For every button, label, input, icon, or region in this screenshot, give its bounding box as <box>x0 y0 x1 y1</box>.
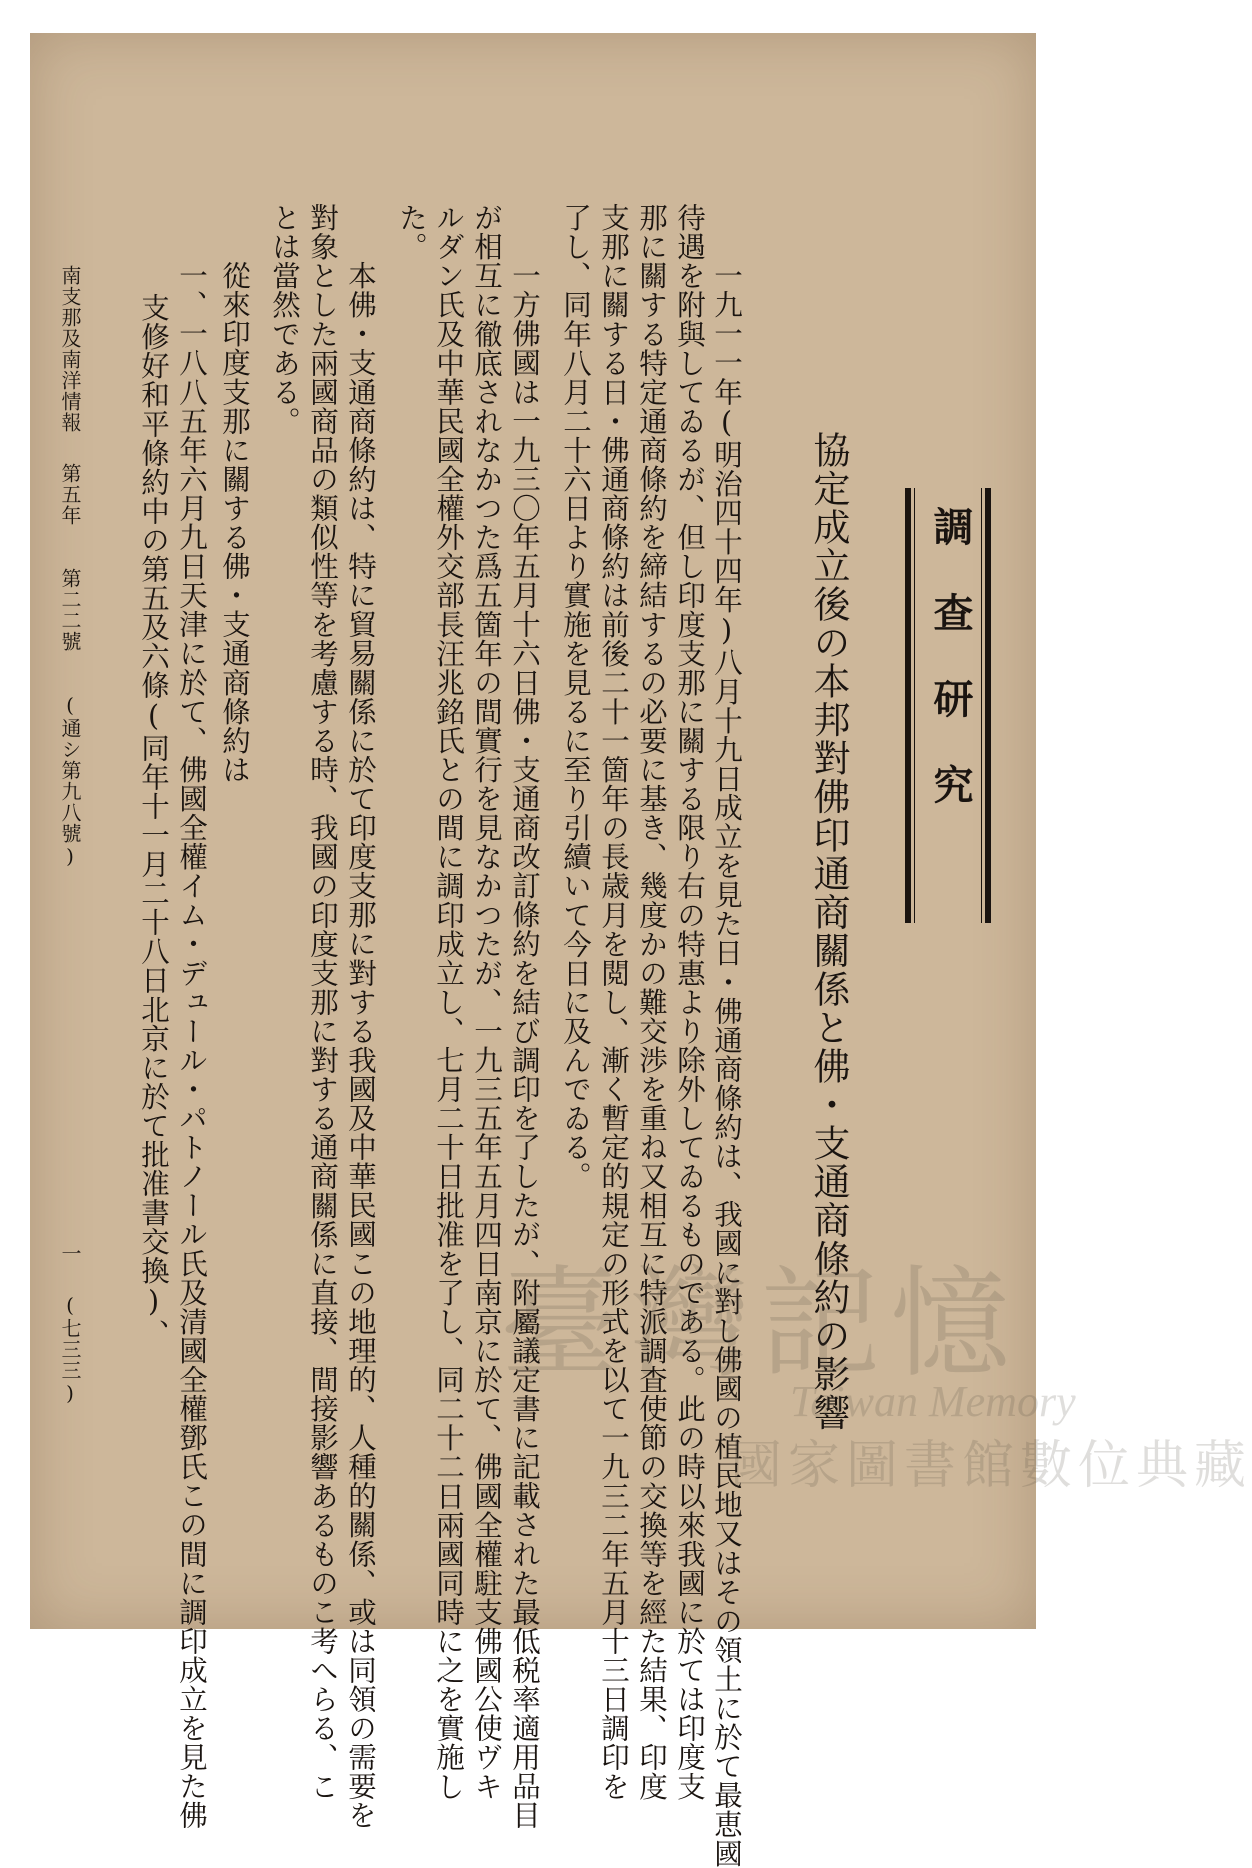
body-column: ルダン氏及中華民國全權外交部長汪兆銘氏との間に調印成立し、七月二十日批准を了し、同二十二日兩國同時に之を實施し <box>432 203 465 1801</box>
body-column: 那に關する特定通商條約を締結するの必要に基き、幾度かの難交渉を重ね又相互に特派調査使節の交換等を經た結果、印度 <box>635 203 668 1801</box>
footer-volume: 第五年 <box>58 463 82 526</box>
body-column: 一方佛國は一九三〇年五月十六日佛・支通商改訂條約を結び調印を了したが、附屬議定書に記載された最低税率適用品目 <box>508 261 541 1830</box>
section-heading: 調查研究 <box>927 506 974 850</box>
footer-issue: 第二二號 <box>58 568 82 652</box>
body-column: 支修好和平條約中の第五及六條(同年十一月二十八日北京に於て批准書交換)、 <box>137 293 170 1348</box>
body-column: た。 <box>395 203 428 262</box>
body-column: 從來印度支那に關する佛・支通商條約は <box>218 261 251 784</box>
watermark-subtitle: 國家圖書館數位典藏 <box>730 1438 1252 1495</box>
body-column: 一九一一年(明治四十四年)八月十九日成立を見た日・佛通商條約は、我國に對し佛國の植民地又はその領土に於て最恵國 <box>710 261 743 1868</box>
footer-page-number: 一 <box>58 1243 82 1264</box>
footer-serial: (通シ第九八號) <box>58 693 82 869</box>
body-column: が相互に徹底されなかつた爲五箇年の間實行を見なかつたが、一九三五年五月四日南京に於て、佛國全權駐支佛國公使ヴキ <box>470 203 503 1801</box>
watermark-logo <box>500 1228 1252 1495</box>
body-column: 本佛・支通商條約は、特に貿易關係に於て印度支那に對する我國及中華民國この地理的、人種的關係、或は同領の需要を <box>344 261 377 1830</box>
document-page <box>30 33 1252 1868</box>
body-column: 待遇を附與してゐるが、但し印度支那に關する限り右の特惠より除外してゐるものである。此の時以來我國に於ては印度支 <box>673 203 706 1801</box>
watermark-glyphs: 臺灣記憶 <box>500 1258 1020 1391</box>
watermark-english: Taiwan Memory <box>790 1377 1076 1426</box>
footer-publication: 南支那及南洋情報 <box>58 265 82 433</box>
footer-page-overall: (七三三) <box>58 1293 82 1406</box>
body-column: とは當然である。 <box>268 203 301 436</box>
body-column: 對象とした兩國商品の類似性等を考慮する時、我國の印度支那に對する通商關係に直接、間接影響あるものこ考へらる、こ <box>306 203 339 1801</box>
body-column: 支那に關する日・佛通商條約は前後二十一箇年の長歳月を閲し、漸く暫定的規定の形式を以て一九三二年五月十三日調印を <box>597 203 630 1801</box>
body-column: 了し、同年八月二十六日より實施を見るに至り引續いて今日に及んでゐる。 <box>559 203 592 1191</box>
body-column: 一、一八八五年六月九日天津に於て、佛國全權イム・デュール・パトノール氏及清國全權鄧氏この間に調印成立を見た佛 <box>175 261 208 1830</box>
section-heading-box <box>905 488 991 923</box>
article-title: 協定成立後の本邦對佛印通商關係と佛・支通商條約の影響 <box>807 431 850 1432</box>
